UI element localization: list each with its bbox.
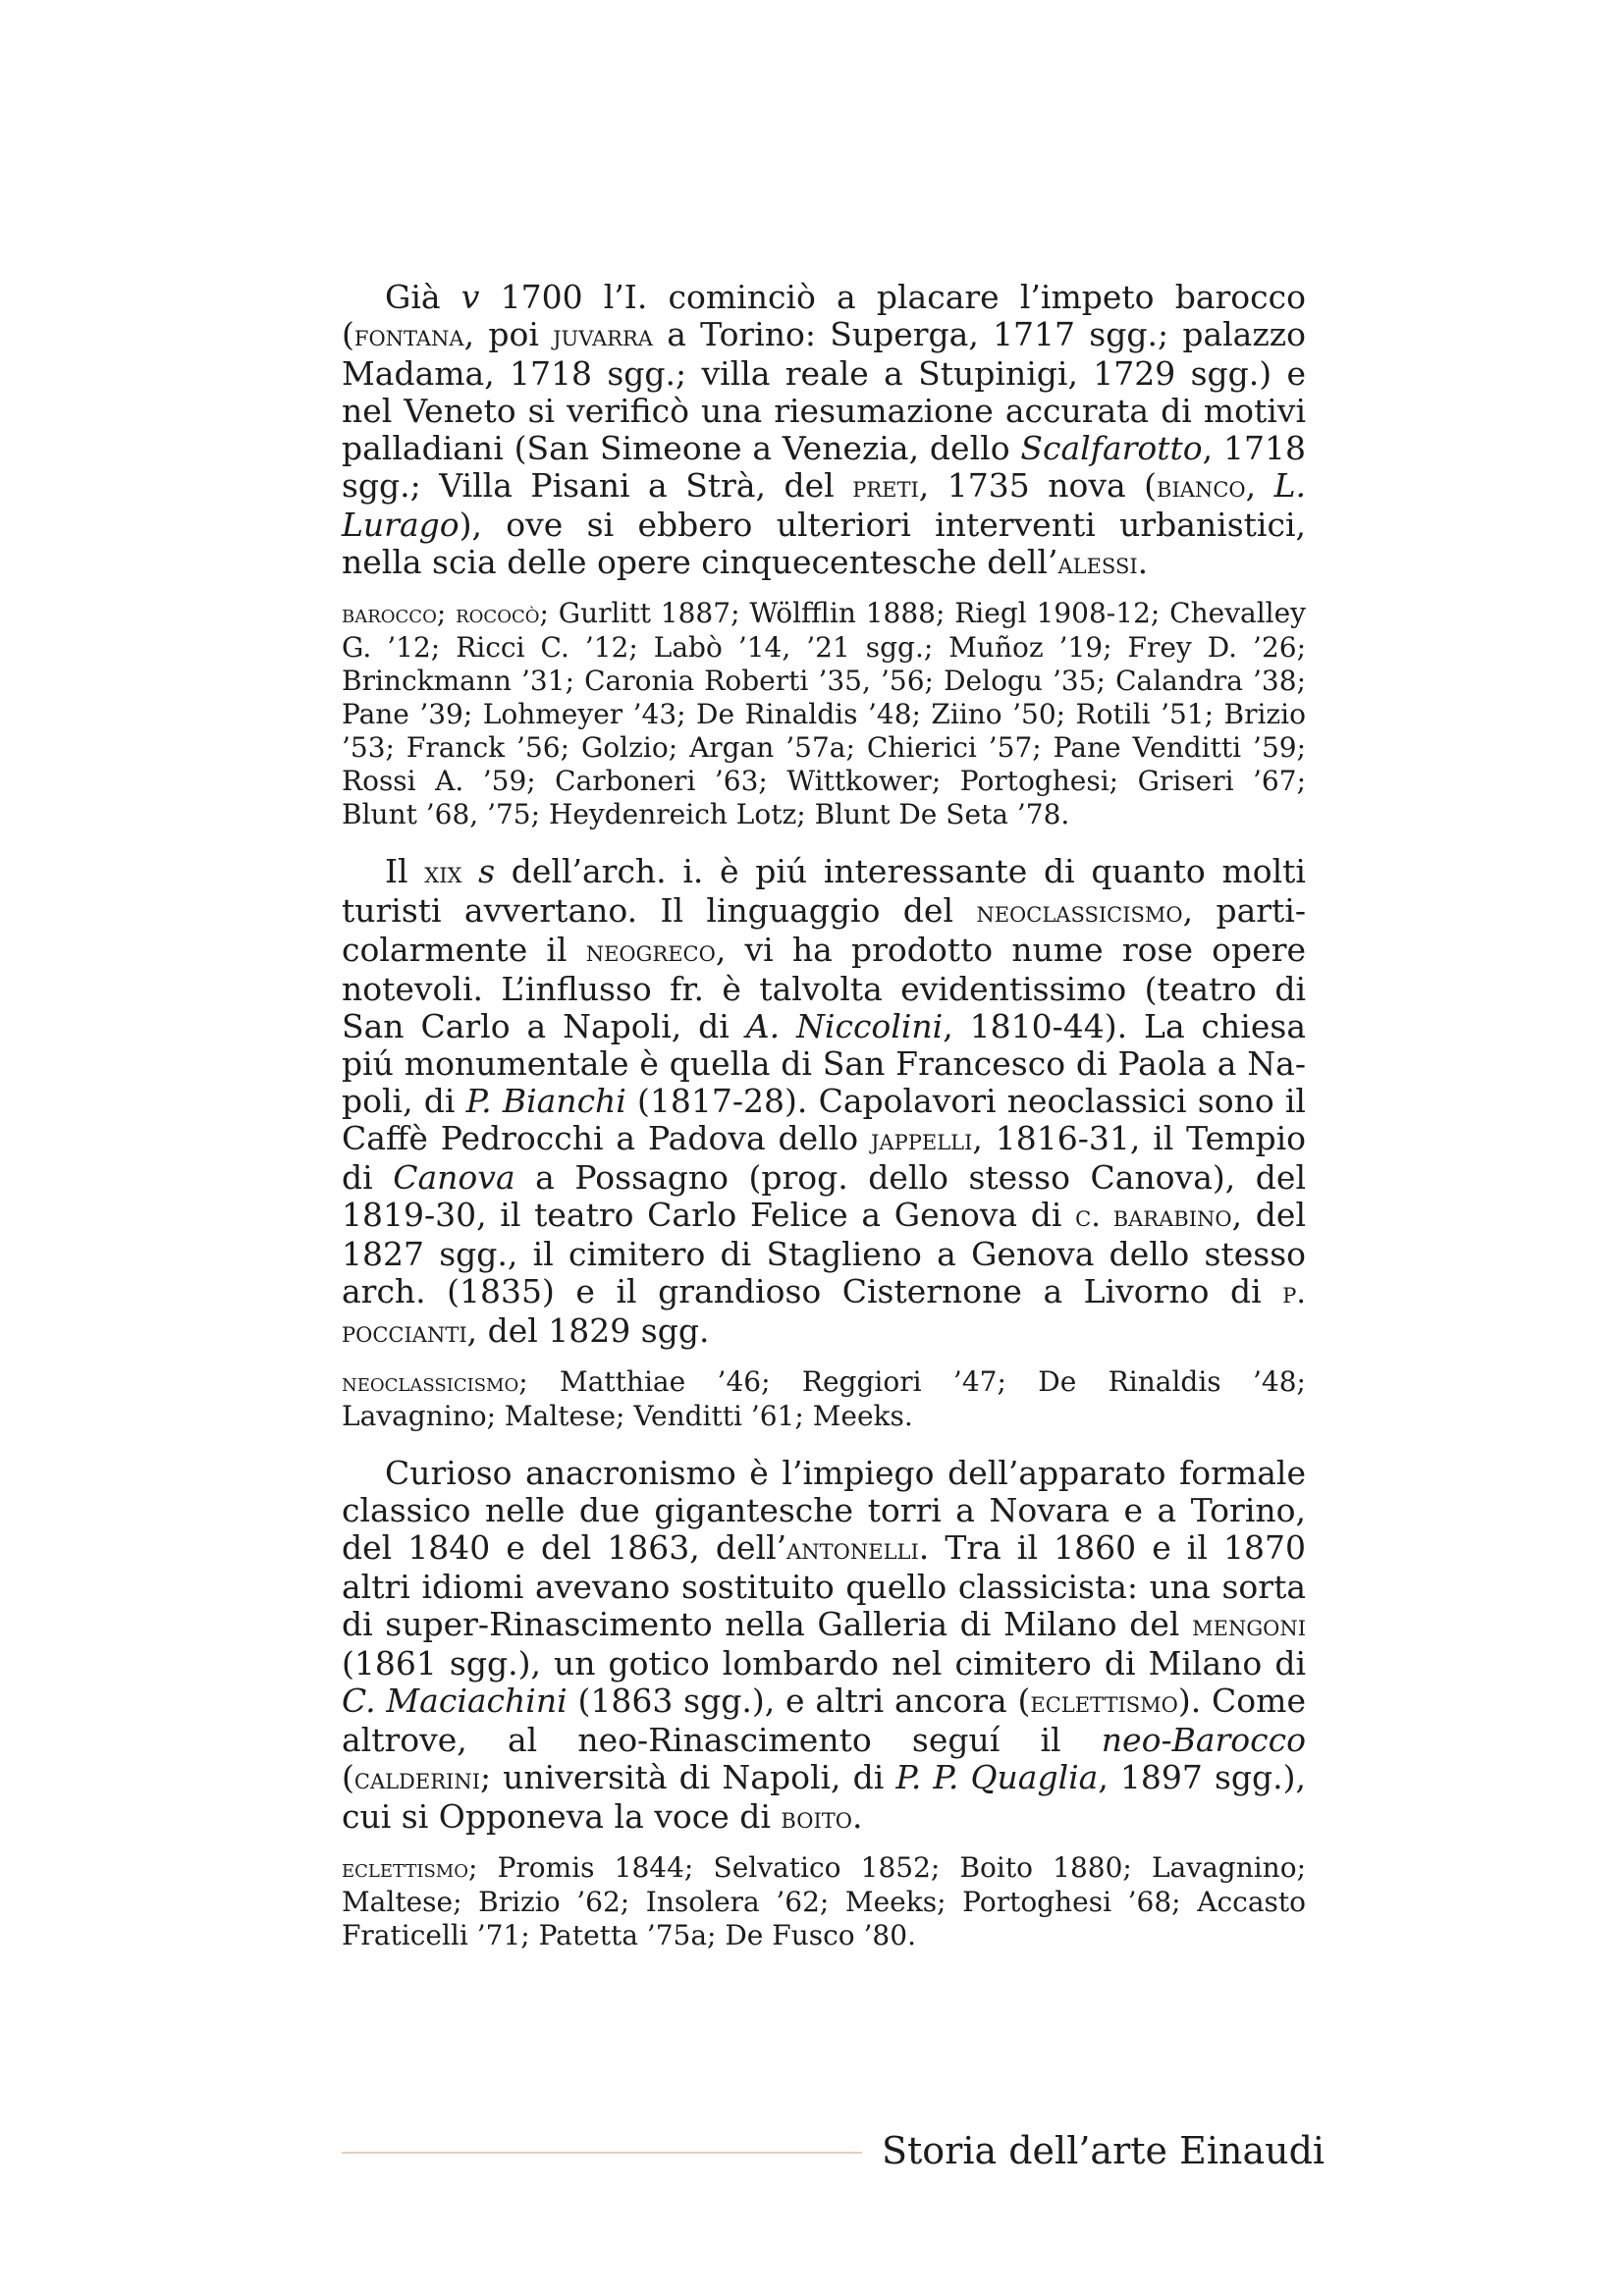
footer-rule — [342, 2152, 862, 2154]
bibliography-neoclassicismo: neoclassicismo; Matthiae ’46; Reggiori ’47; De Rinaldis ’48; Lavagnino; Maltese; Venditti ’61; Meeks. — [342, 1365, 1306, 1432]
bibliography-barocco: barocco; rococò; Gurlitt 1887; Wölfflin 1888; Riegl 1908-12; Chevalley G. ’12; Ricci C. ’12; Labò ’14, ’21 sgg.; Muñoz ’19; Frey D. ’26; Brinckmann ’31; Caronia Roberti ’35, ’56; Delogu ’35; Calandra ’38; Pane ’39; Lohmeyer ’43; De Rinaldis ’48; Ziino ’50; Rotili ’51; Brizio ’53; Franck ’56; Golzio; Argan ’57a; Chierici ’57; Pane Venditti ’59; Rossi A. ’59; Carboneri ’63; Wittkower; Portoghesi; Griseri ’67; Blunt ’68, ’75; Heydenreich Lotz; Blunt De Seta ’78. — [342, 597, 1306, 830]
text-column — [342, 279, 1306, 1952]
footer-title: Storia dell’arte Einaudi — [882, 2129, 1325, 2172]
paragraph-neoclassicismo: Il xix s dell’arch. i. è piú interessante di quanto molti turisti avvertano. Il linguaggio del neoclassicismo, particolarmente il neogreco, vi ha prodotto nume rose opere notevoli. L’influsso fr. è talvolta evidentissimo (teatro di San Carlo a Napoli, di A. Niccolini, 1810-44). La chiesa piú monumentale è quella di San Francesco di Paola a Napoli, di P. Bianchi (1817-28). Capolavori neoclassici sono il Caffè Pedrocchi a Padova dello jappelli, 1816-31, il Tempio di Canova a Possagno (prog. dello stesso Canova), del 1819-30, il teatro Carlo Felice a Genova di c. barabino, del 1827 sgg., il cimitero di Staglieno a Genova dello stesso arch. (1835) e il grandioso Cisternone a Livorno di p. poccianti, del 1829 sgg. — [342, 852, 1307, 1350]
bibliography-eclettismo: eclettismo; Promis 1844; Selvatico 1852; Boito 1880; Lavagnino; Maltese; Brizio ’62; Insolera ’62; Meeks; Portoghesi ’68; Accasto Fraticelli ’71; Patetta ’75a; De Fusco ’80. — [342, 1851, 1306, 1951]
paragraph-barocco: Già v 1700 l’I. cominciò a placare l’impeto barocco (fontana, poi juvarra a Torino: Superga, 1717 sgg.; palazzo Madama, 1718 sgg.; villa reale a Stupinigi, 1729 sgg.) e nel Veneto si verificò una riesumazione accurata di motivi palladiani (San Simeone a Venezia, dello Scalfarotto, 1718 sgg.; Villa Pisani a Strà, del preti, 1735 nova (bianco, L. Lurago), ove si ebbero ulteriori interventi urbanistici, nella scia delle opere cinquecentesche dell’alessi. — [342, 278, 1306, 581]
paragraph-eclettismo: Curioso anacronismo è l’impiego dell’apparato formale classico nelle due gigantesche torri a Novara e a Torino, del 1840 e del 1863, dell’antonelli. Tra il 1860 e il 1870 altri idiomi avevano sostituito quello classicista: una sorta di super-Rinascimento nella Galleria di Milano del mengoni (1861 sgg.), un gotico lombardo nel cimitero di Milano di C. Maciachini (1863 sgg.), e altri ancora (eclettismo). Come altrove, al neo-Rinascimento seguí il neo-Barocco (calderini; università di Napoli, di P. P. Quaglia, 1897 sgg.), cui si Opponeva la voce di boito. — [342, 1454, 1307, 1836]
